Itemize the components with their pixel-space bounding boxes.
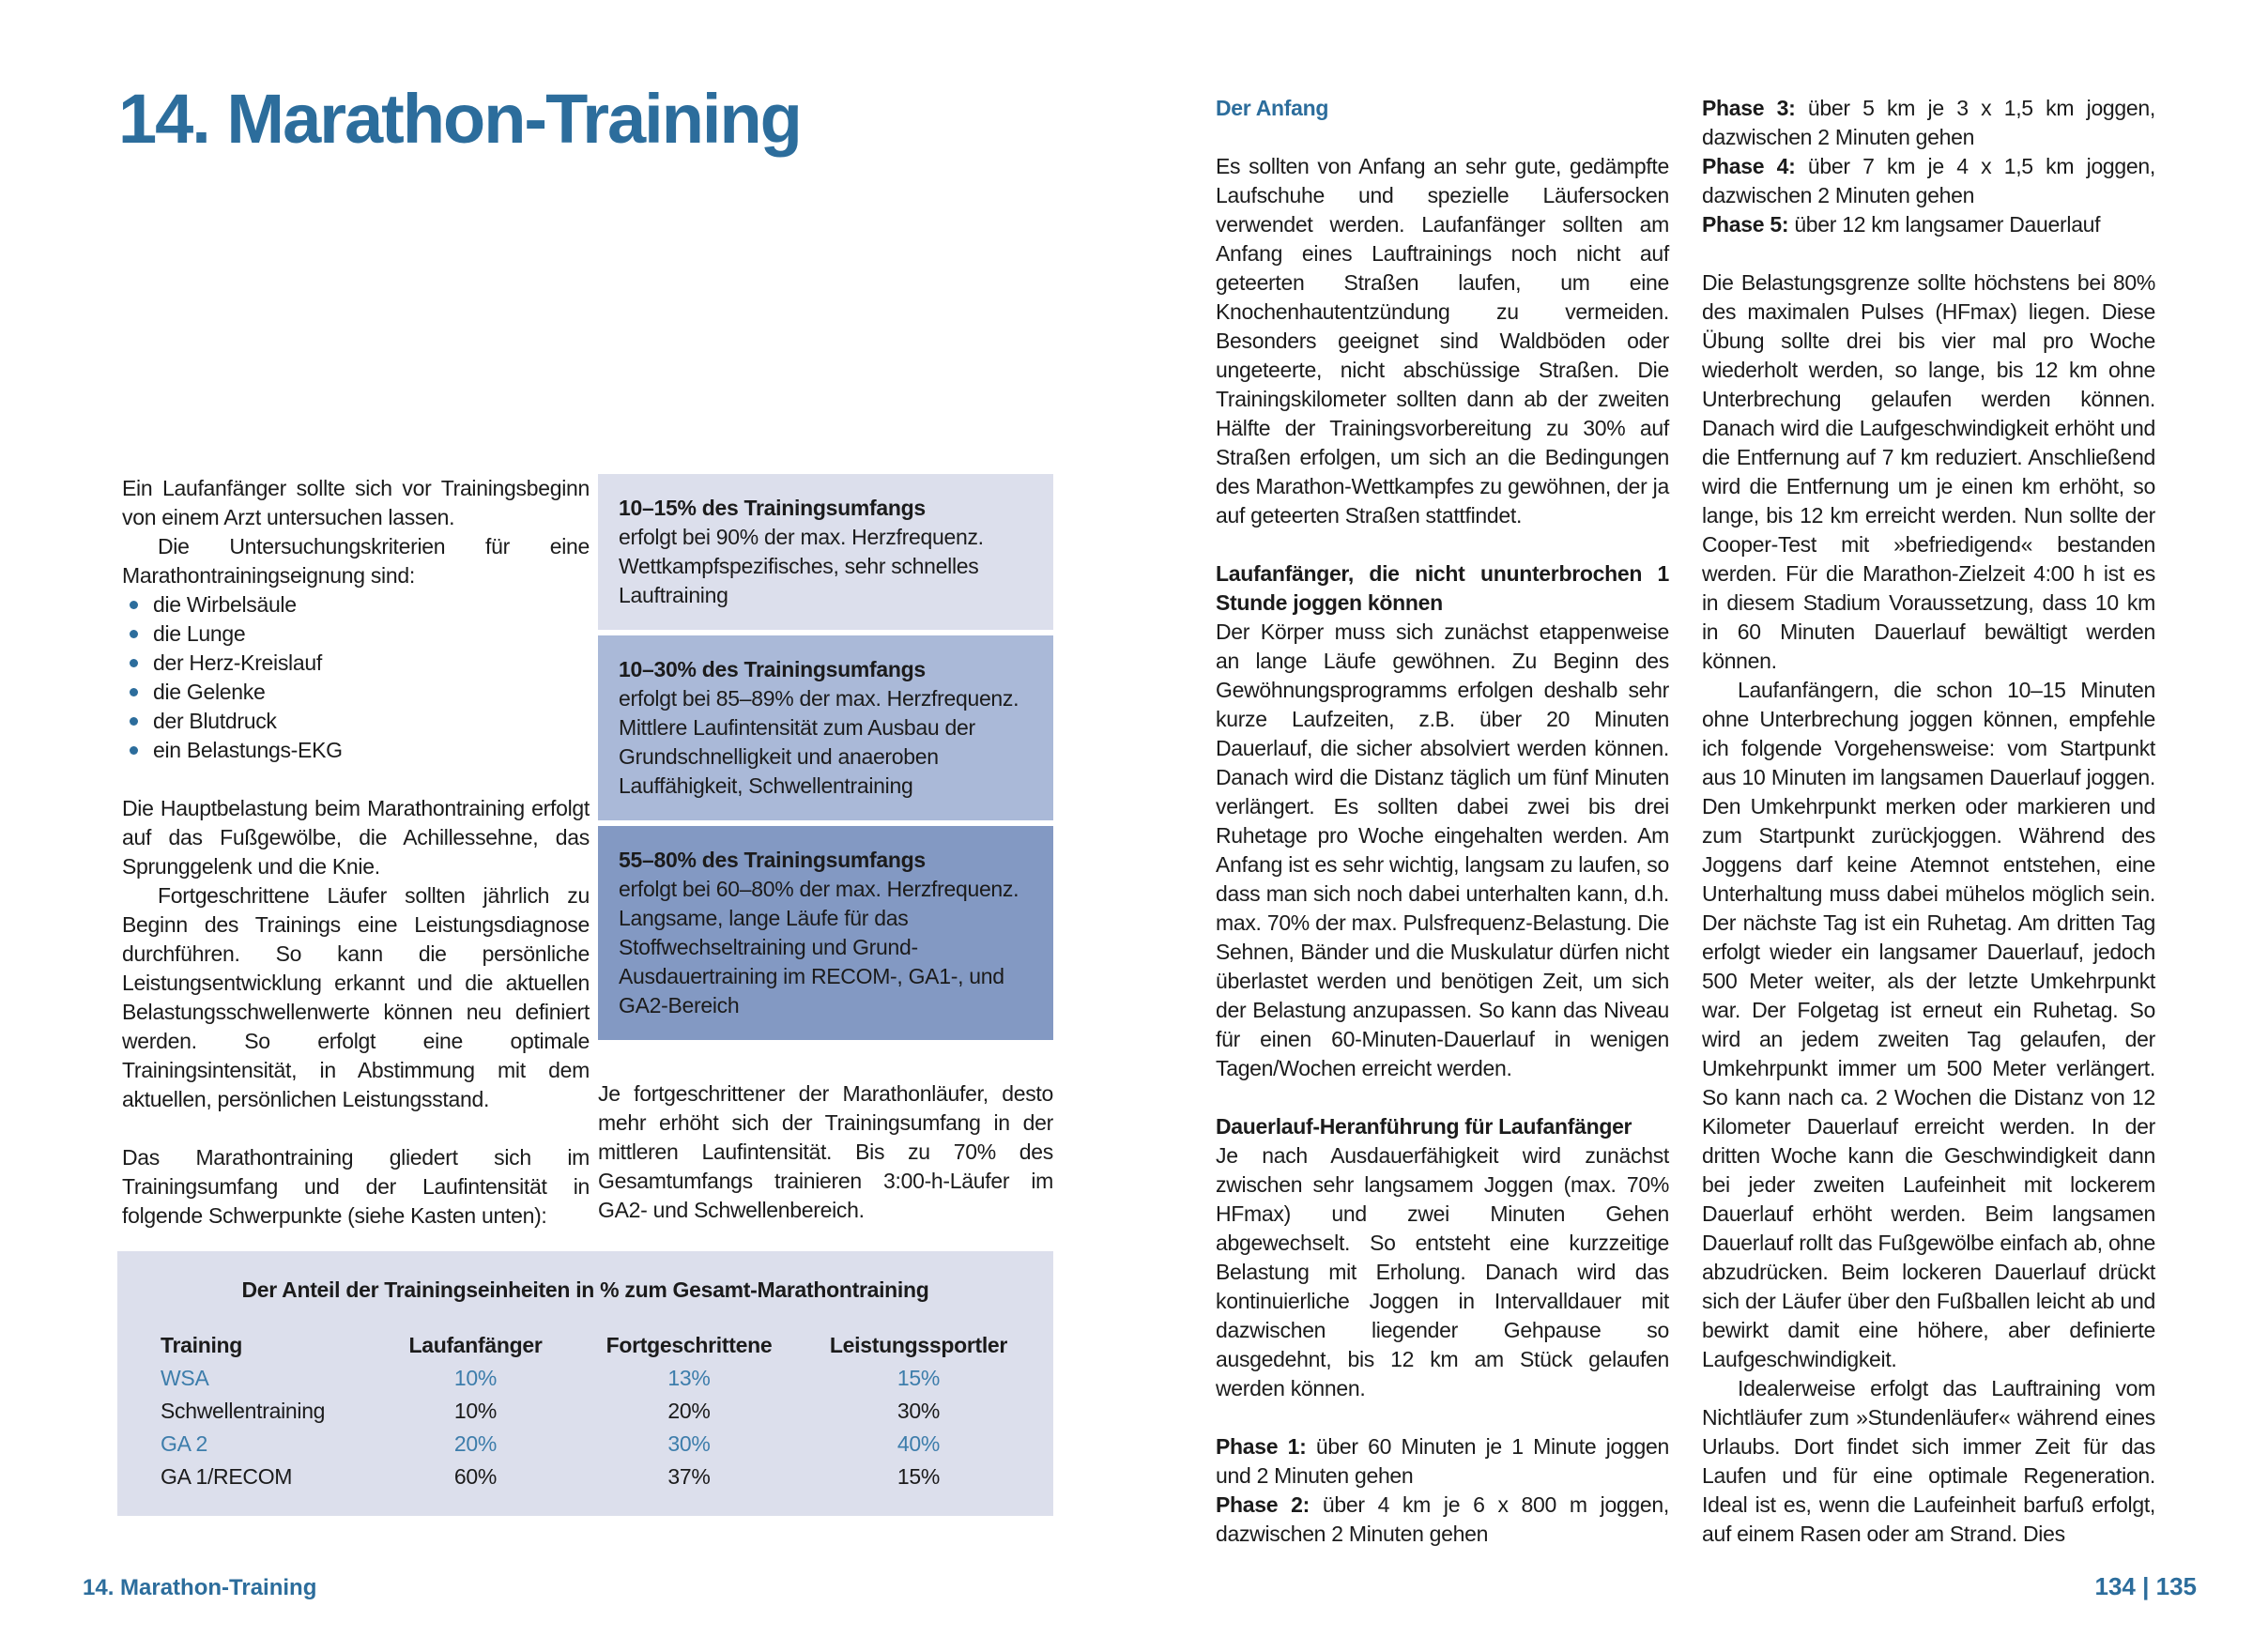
phase-line — [1216, 1432, 1669, 1491]
table-row-label: GA 2 — [161, 1431, 207, 1456]
paragraph: Die Untersuchungskriterien für eine Marathontrainingseignung sind: — [122, 534, 590, 588]
intensity-box-high — [598, 474, 1053, 630]
table-row-label: GA 1/RECOM — [161, 1464, 293, 1489]
paragraph: Die Belastungsgrenze sollte höchstens bei 80% des maximalen Pulses (HFmax) liegen. Diese Übung sollte drei bis vier mal pro Woche wiederholt werden, so lange, bis 12 km ohne Unterbrechung gelaufen werden können. Danach wird die Laufgeschwindigkeit erhöht und die Entfernung auf 7 km reduziert. Anschließend wird die Entfernung um je einen km erhöht, so lange, bis 12 km erreicht werden. Nun sollte der Cooper-Test mit »befriedigend« bestanden werden. Für die Marathon-Zielzeit 4:00 h ist es in diesem Stadium Voraussetzung, dass 10 km in 60 Minuten Dauerlauf bewältigt werden können. — [1702, 270, 2155, 673]
box-title: 10–30% des Trainingsumfangs — [619, 657, 926, 681]
column-header: Leistungssportler — [829, 1333, 1008, 1357]
paragraph: Es sollten von Anfang an sehr gute, gedämpfte Laufschuhe und spezielle Läufersocken verwendet werden. Laufanfänger sollten am Anfang eines Lauftrainings noch nicht auf geteerten Straßen laufen, um eine Knochenhautentzündung zu vermeiden. Besonders geeignet sind Waldböden oder ungeteerte, nicht abschüssige Straßen. Die Trainingskilometer sollten dann ab der zweiten Hälfte der Trainingsvorbereitung zu 30% auf Straßen erfolgen, um sich an die Bedingungen des Marathon-Wettkampfes zu gewöhnen, der ja auf geteerten Straßen stattfindet. — [1216, 154, 1669, 528]
right-text-column-2 — [1702, 94, 2155, 1549]
phase-text: über 5 km je 3 x 1,5 km joggen, dazwischen 2 Minuten gehen — [1702, 96, 2155, 149]
table-cell: 15% — [897, 1366, 941, 1390]
training-share-table — [117, 1251, 1053, 1516]
phase-line — [1702, 152, 2155, 210]
paragraph: Je nach Ausdauerfähigkeit wird zunächst zwischen sehr langsamem Joggen (max. 70% HFmax) und zwei Minuten Gehen abgewechselt. So entsteht eine kurzzeitige Belastung mit Erholung. Danach wird das kontinuierliche Joggen in Intervalldauer mit dazwischen liegender Gehpause so ausgedehnt, bis 12 km am Stück gelaufen werden können. — [1216, 1143, 1669, 1400]
chapter-title: 14. Marathon-Training — [118, 80, 801, 158]
column-header: Training — [161, 1333, 243, 1357]
phase-line — [1702, 94, 2155, 152]
table-cell: 60% — [453, 1464, 498, 1489]
page-right — [1126, 0, 2253, 1652]
table-cell: 10% — [453, 1399, 498, 1423]
bullet-item: die Gelenke — [122, 678, 590, 707]
box-title: 10–15% des Trainingsumfangs — [619, 496, 926, 520]
intensity-box-low — [598, 826, 1053, 1040]
table-cell: 13% — [667, 1366, 711, 1390]
phase-label: Phase 3: — [1702, 96, 1796, 120]
bullet-item: der Blutdruck — [122, 707, 590, 736]
table-cell: 40% — [897, 1431, 941, 1456]
phase-label: Phase 1: — [1216, 1434, 1307, 1459]
phase-line — [1702, 210, 2155, 239]
exam-criteria-list — [122, 590, 590, 765]
phase-label: Phase 2: — [1216, 1492, 1310, 1517]
page-left — [0, 0, 1126, 1652]
paragraph: Das Marathontraining gliedert sich im Trainingsumfang und der Laufintensität in folgende Schwerpunkte (siehe Kasten unten): — [122, 1145, 590, 1228]
phase-list — [1702, 94, 2155, 239]
footer-chapter-label: 14. Marathon-Training — [83, 1575, 317, 1600]
left-text-column — [122, 474, 590, 1231]
table-cell: 30% — [897, 1399, 941, 1423]
phase-text: über 60 Minuten je 1 Minute joggen und 2 Minuten gehen — [1216, 1434, 1669, 1488]
box-body: erfolgt bei 85–89% der max. Herzfrequenz. Mittlere Laufintensität zum Ausbau der Grundschnelligkeit und anaeroben Lauffähigkeit, Schwellentraining — [619, 686, 1019, 798]
intensity-box-middle — [598, 635, 1053, 820]
table-title: Der Anteil der Trainingseinheiten in % zum Gesamt-Marathontraining — [241, 1277, 929, 1302]
column-header: Fortgeschrittene — [605, 1333, 773, 1357]
table-grid — [140, 1335, 1031, 1488]
table-cell: 15% — [897, 1464, 941, 1489]
paragraph: Fortgeschrittene Läufer sollten jährlich zu Beginn des Trainings eine Leistungsdiagnose durchführen. So kann die persönliche Leistungsentwicklung erkannt und die aktuellen Belastungsschwellenwerte können neu definiert werden. So erfolgt eine optimale Trainingsintensität, in Abstimmung mit dem aktuellen, persönlichen Leistungsstand. — [122, 883, 590, 1111]
table-cell: 20% — [453, 1431, 498, 1456]
table-cell: 20% — [667, 1399, 711, 1423]
box-body: erfolgt bei 60–80% der max. Herzfrequenz. Langsame, lange Läufe für das Stoffwechseltraining und Grund-Ausdauertraining im RECOM-, GA1-, und GA2-Bereich — [619, 877, 1019, 1017]
table-row-label: WSA — [161, 1366, 209, 1390]
right-text-column-1 — [1216, 94, 1669, 1549]
intensity-boxes-column — [598, 474, 1053, 1225]
phase-text: über 12 km langsamer Dauerlauf — [1794, 212, 2101, 237]
sub-heading: Dauerlauf-Heranführung für Laufanfänger — [1216, 1114, 1632, 1139]
page-numbers: 134 | 135 — [2094, 1572, 2197, 1600]
paragraph: Ein Laufanfänger sollte sich vor Trainingsbeginn von einem Arzt untersuchen lassen. — [122, 476, 590, 529]
phase-label: Phase 4: — [1702, 154, 1796, 178]
paragraph: Je fortgeschrittener der Marathonläufer, desto mehr erhöht sich der Trainingsumfang in der mittleren Laufintensität. Bis zu 70% des Gesamtumfangs trainieren 3:00-h-Läufer im GA2- und Schwellenbereich. — [598, 1081, 1053, 1222]
paragraph: Der Körper muss sich zunächst etappenweise an lange Läufe gewöhnen. Zu Beginn des Gewöhnungsprogramms erfolgen deshalb sehr kurze Laufzeiten, z.B. über 20 Minuten Dauerlauf, die sicher absolviert werden können. Danach wird die Distanz täglich um fünf Minuten verlängert. Es sollten dabei zwei bis drei Ruhetage pro Woche eingehalten werden. Am Anfang ist es sehr wichtig, langsam zu laufen, so dass man sich noch dabei unterhalten kann, d.h. max. 70% der max. Pulsfrequenz-Belastung. Die Sehnen, Bänder und die Muskulatur dürfen nicht überlastet werden und benötigen Zeit, um sich der Belastung anzupassen. So kann das Niveau für einen 60-Minuten-Dauerlauf in wenigen Tagen/Wochen erreicht werden. — [1216, 620, 1669, 1080]
table-cell: 37% — [667, 1464, 711, 1489]
phase-text: über 7 km je 4 x 1,5 km joggen, dazwischen 2 Minuten gehen — [1702, 154, 2155, 207]
paragraph: Idealerweise erfolgt das Lauftraining vom Nichtläufer zum »Stundenläufer« während eines Urlaubs. Dort findet sich immer Zeit für das Laufen und für eine optimale Regeneration. Ideal ist es, wenn die Laufeinheit barfuß erfolgt, auf einem Rasen oder am Strand. Dies — [1702, 1376, 2155, 1546]
bullet-item: die Lunge — [122, 620, 590, 649]
table-cell: 10% — [453, 1366, 498, 1390]
table-cell: 30% — [667, 1431, 711, 1456]
box-body: erfolgt bei 90% der max. Herzfrequenz. Wettkampfspezifisches, sehr schnelles Lauftraining — [619, 525, 984, 607]
phase-line — [1216, 1491, 1669, 1549]
column-header: Laufanfänger — [408, 1333, 543, 1357]
paragraph: Die Hauptbelastung beim Marathontraining erfolgt auf das Fußgewölbe, die Achillessehne, das Sprunggelenk und die Knie. — [122, 796, 590, 879]
sub-heading: Laufanfänger, die nicht ununterbrochen 1 Stunde joggen können — [1216, 561, 1669, 615]
section-heading: Der Anfang — [1216, 96, 1329, 120]
bullet-item: die Wirbelsäule — [122, 590, 590, 620]
bullet-item: ein Belastungs-EKG — [122, 736, 590, 765]
paragraph: Laufanfängern, die schon 10–15 Minuten ohne Unterbrechung joggen können, empfehle ich folgende Vorgehensweise: vom Startpunkt aus 10 Minuten im langsamen Dauerlauf joggen. Den Umkehrpunkt merken oder markieren und zum Startpunkt zurückjoggen. Während des Joggens darf keine Atemnot entstehen, eine Unterhaltung muss dabei mühelos möglich sein. Der nächste Tag ist ein Ruhetag. Am dritten Tag erfolgt wieder ein langsamer Dauerlauf, jedoch 500 Meter weiter, als der letzte Umkehrpunkt war. Der Folgetag ist erneut ein Ruhetag. So wird an jedem zweiten Tag gelaufen, der Umkehrpunkt immer um 500 Meter verlängert. So kann nach ca. 2 Wochen die Distanz von 12 Kilometer Dauerlauf erreicht werden. In der dritten Woche kann die Geschwindigkeit dann bei jeder zweiten Laufeinheit mit lockerem Dauerlauf erhöht werden. Beim langsamen Dauerlauf rollt das Fußgewölbe einfach ab, ohne abzudrücken. Beim lockeren Dauerlauf drückt sich der Läufer über den Fußballen leicht ab und bewirkt damit eine höhere, aber definierte Laufgeschwindigkeit. — [1702, 678, 2155, 1371]
phase-text: über 4 km je 6 x 800 m joggen, dazwischen 2 Minuten gehen — [1216, 1492, 1669, 1546]
box-title: 55–80% des Trainingsumfangs — [619, 848, 926, 872]
bullet-item: der Herz-Kreislauf — [122, 649, 590, 678]
table-row-label: Schwellentraining — [161, 1399, 326, 1423]
phase-label: Phase 5: — [1702, 212, 1789, 237]
